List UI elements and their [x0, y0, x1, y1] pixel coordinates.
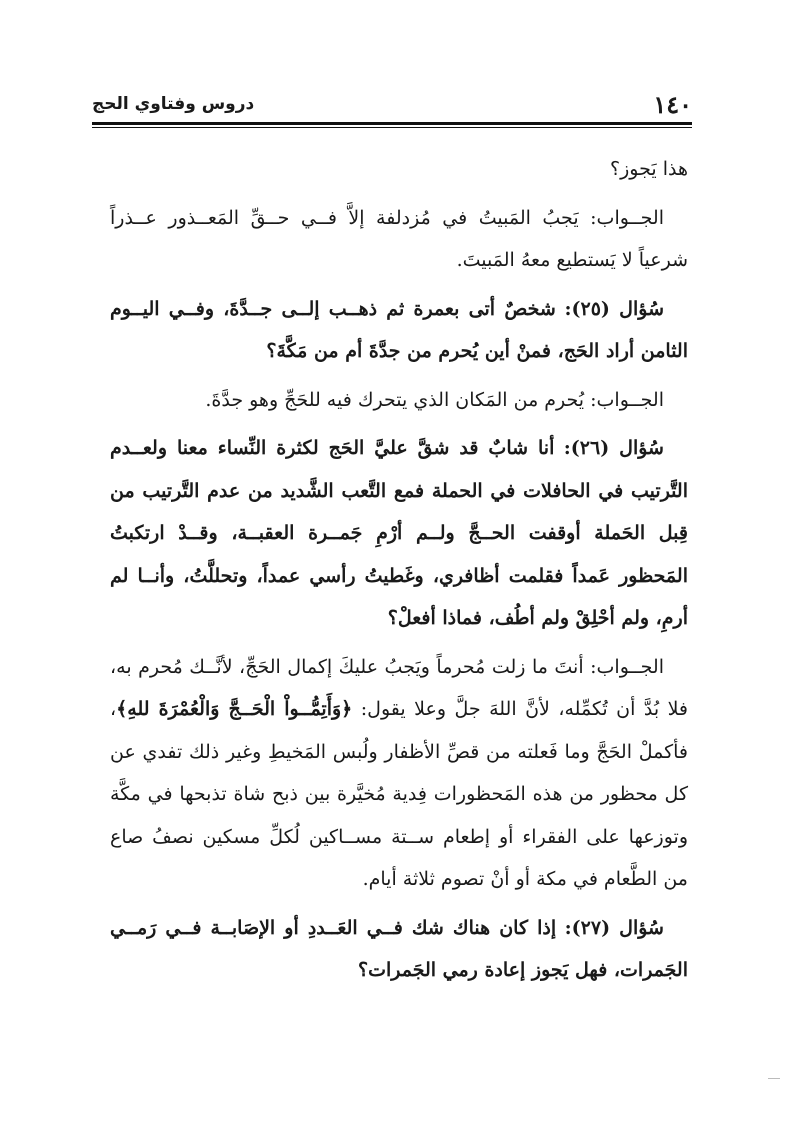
- answer-text: يُحرم من المَكان الذي يتحرك فيه للحَجِّ وهو جدَّةَ.: [205, 388, 585, 411]
- answer-24: [110, 197, 688, 282]
- page-number: ١٤٠: [653, 90, 692, 119]
- answer-25: [110, 379, 688, 422]
- answer-label: الجــواب:: [590, 206, 665, 229]
- header-rule-thin: [92, 127, 692, 128]
- question-label: سُؤال (٢٦):: [563, 437, 664, 459]
- question-26: [110, 427, 688, 640]
- question-text: إذا كان هناك شك فــي العَــددِ أو الإصَابــة فــي رَمــي الجَمرات، فهل يَجوز إعادة رمي الجَمرات؟: [110, 916, 688, 981]
- page-header: [92, 86, 692, 120]
- answer-label: الجــواب:: [590, 388, 664, 411]
- running-title: دروس وفتاوي الحج: [92, 94, 255, 114]
- answer-label: الجــواب:: [590, 655, 664, 678]
- scan-mark: [768, 1078, 780, 1079]
- question-label: سُؤال (٢٥):: [564, 297, 664, 320]
- question-label: سُؤال (٢٧):: [564, 916, 664, 939]
- question-27: [110, 907, 688, 992]
- answer-text: أنتَ ما زلت مُحرماً ويَجبُ عليكَ إكمال الحَجِّ، لأنَّــك مُحرم به، فلا بُدَّ أن تُكمِّله، لأنَّ اللهَ جلَّ وعلا يقول:: [110, 655, 689, 720]
- answer-26: [110, 646, 688, 901]
- quran-verse: ﴿وَأَتِمُّــواْ الْحَــجَّ وَالْعُمْرَةَ للهِ﴾: [116, 698, 353, 720]
- answer-text-continued: ، فأكملْ الحَجَّ وما فَعلته من قصِّ الأظفار ولُبس المَخيطِ وغير ذلك تفدي عن كل محظور من هذه المَحظورات فِدية مُخيَّرة بين ذبح شاة تذبحها في مكَّة وتوزعها على الفقراء أو إطعام ســتة مســاكين لُكلِّ مسكين نصفُ صاع من الطَّعام في مكة أو أنْ تصوم ثلاثة أيام.: [110, 698, 688, 890]
- answer-text: يَجبُ المَبيتُ في مُزدلفة إلاَّ فــي حــقِّ المَعــذور عــذراً شرعياً لا يَستطيع معهُ المَبيتَ.: [110, 206, 688, 271]
- header-rule: [92, 122, 692, 125]
- question-text: شخصٌ أتى بعمرة ثم ذهــب إلــى جــدَّةَ، وفــي اليــوم الثامن أراد الحَج، فمنْ أين يُحرم من جدَّةَ أم من مَكَّةَ؟: [110, 297, 688, 362]
- question-text: أنا شابٌ قد شقَّ عليَّ الحَج لكثرة النِّساء معنا ولعــدم التَّرتيب في الحافلات في الحملة فمع التَّعب الشَّديد من عدم التَّرتيب من قِبل الحَملة أوقفت الحــجَّ ولــم أرْمِ جَمــرة العقبــة، وقــدْ ارتكبتُ المَحظور عَمداً فقلمت أظافري، وغَطيتُ رأسي عمداً، وتحللَّتُ، وأنــا لم أرمِ، ولم أحْلِقْ ولم أطُف، فماذا أفعلْ؟: [110, 437, 688, 629]
- question-25: [110, 288, 688, 373]
- continuation-question: هذا يَجوز؟: [610, 158, 688, 180]
- page-body: [110, 148, 688, 992]
